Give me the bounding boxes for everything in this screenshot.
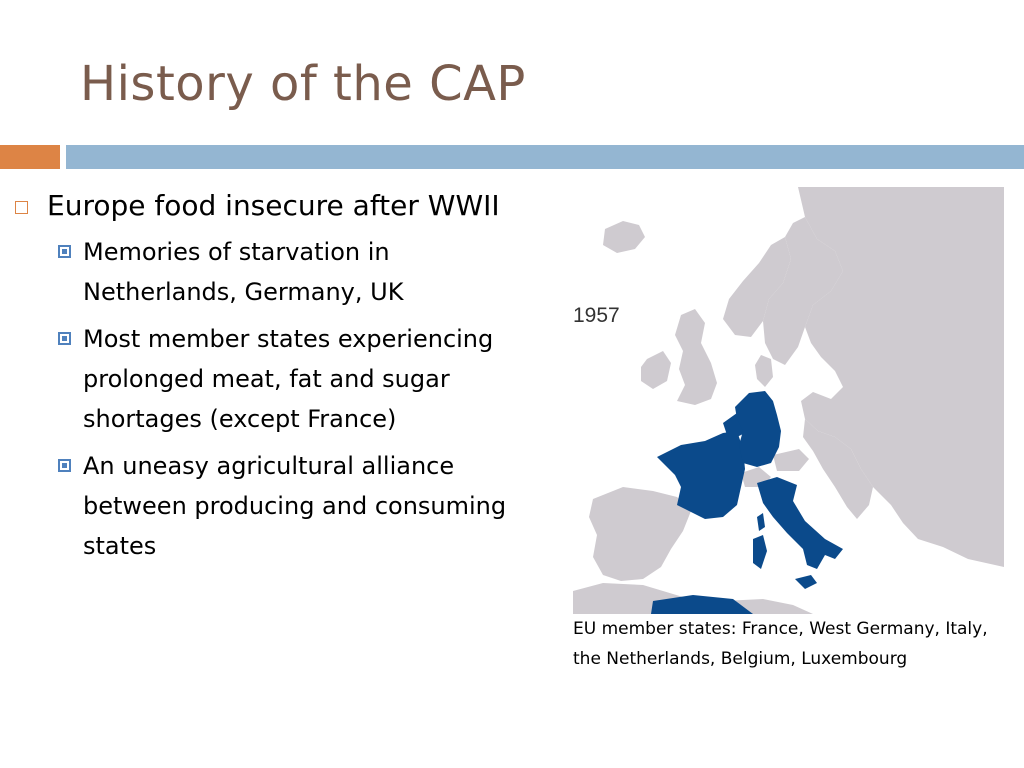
- filled-square-icon: [58, 332, 71, 345]
- sub-bullet-item: [10, 319, 543, 439]
- europe-map: [573, 187, 1004, 614]
- member-corsica: [757, 513, 765, 531]
- map-caption: EU member states: France, West Germany, Italy, the Netherlands, Belgium, Luxembourg: [573, 619, 988, 669]
- land-britain: [675, 309, 717, 405]
- bullet-text: Europe food insecure after WWII: [47, 189, 500, 222]
- bullet-list: [10, 186, 550, 573]
- hollow-square-icon: [15, 201, 28, 214]
- land-iberia: [589, 487, 691, 581]
- land-east: [798, 187, 1004, 567]
- land-ireland: [641, 351, 671, 389]
- land-austria: [773, 449, 809, 471]
- member-italy: [757, 477, 843, 569]
- sub-bullet-item: [10, 446, 543, 566]
- filled-square-icon: [58, 459, 71, 472]
- sub-bullet-text: An uneasy agricultural alliance between producing and consuming states: [83, 452, 507, 560]
- sub-bullet-text: Memories of starvation in Netherlands, Germany, UK: [83, 238, 404, 306]
- accent-bar-blue: [66, 145, 1024, 169]
- filled-square-icon: [58, 245, 71, 258]
- member-sicily: [795, 575, 817, 589]
- land-denmark: [755, 355, 773, 387]
- member-sardinia: [753, 535, 767, 569]
- map-year-label: 1957: [573, 304, 620, 327]
- sub-bullet-text: Most member states experiencing prolonged meat, fat and sugar shortages (except France): [83, 325, 494, 433]
- land-iceland: [603, 221, 645, 253]
- sub-bullet-item: [10, 232, 543, 312]
- slide-title: History of the CAP: [80, 56, 526, 112]
- accent-bar-orange: [0, 145, 60, 169]
- bullet-item: [10, 186, 502, 226]
- europe-map-graphic: [573, 187, 1004, 614]
